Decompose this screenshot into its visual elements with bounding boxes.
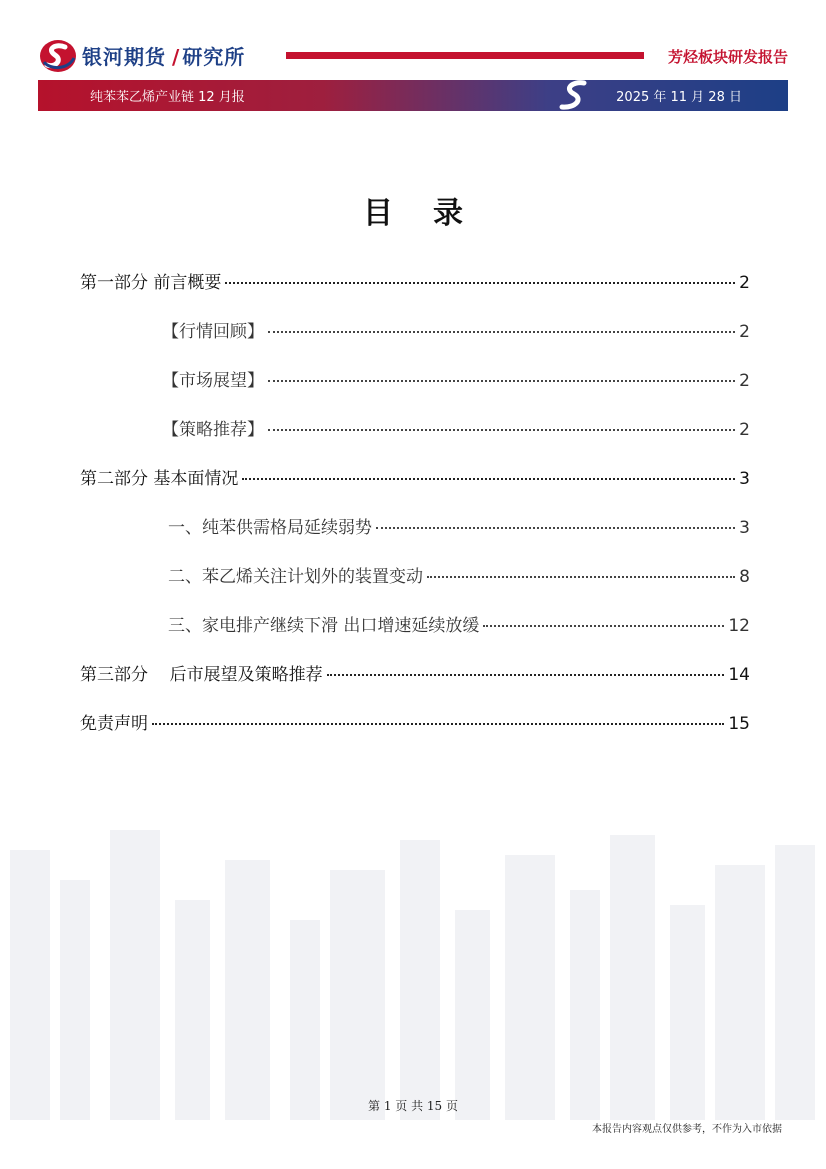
toc-entry-label: 【市场展望】 xyxy=(162,371,264,391)
toc-entry-page: 14 xyxy=(728,665,750,685)
brand-company: 银河期货 xyxy=(82,45,166,69)
toc-leader-dots xyxy=(242,478,735,480)
toc-entry-page: 2 xyxy=(739,420,750,440)
toc-leader-dots xyxy=(376,527,735,529)
toc-entry-part1[interactable] xyxy=(80,268,750,298)
toc-leader-dots xyxy=(427,576,735,578)
toc-leader-dots xyxy=(225,282,735,284)
toc-entry-page: 15 xyxy=(728,714,750,734)
toc-entry-page: 12 xyxy=(728,616,750,636)
toc-leader-dots xyxy=(268,429,735,431)
toc-entry-label: 第一部分 前言概要 xyxy=(80,273,222,293)
toc-entry-page: 3 xyxy=(739,518,750,538)
s-logo-mark-icon xyxy=(556,80,596,111)
toc-entry-page: 2 xyxy=(739,273,750,293)
toc-entry-label: 三、家电排产继续下滑 出口增速延续放缓 xyxy=(168,616,480,636)
toc-entry-strategy[interactable] xyxy=(162,415,750,445)
toc-entry-disclaimer[interactable] xyxy=(80,709,750,739)
toc-entry-page: 2 xyxy=(739,371,750,391)
toc-leader-dots xyxy=(152,723,724,725)
page-indicator: 第 1 页 共 15 页 xyxy=(368,1099,458,1113)
toc-leader-dots xyxy=(483,625,724,627)
company-logo-icon xyxy=(38,38,78,74)
brand-department: 研究所 xyxy=(182,45,246,69)
toc-entry-label: 一、纯苯供需格局延续弱势 xyxy=(168,518,372,538)
toc-entry-label: 第三部分 后市展望及策略推荐 xyxy=(80,665,323,685)
toc-leader-dots xyxy=(327,674,725,676)
report-title: 纯苯苯乙烯产业链 12 月报 xyxy=(90,90,245,105)
footer-disclaimer: 本报告内容观点仅供参考，不作为入市依据 xyxy=(592,1124,782,1135)
toc-entry-label: 【策略推荐】 xyxy=(162,420,264,440)
toc-entry-label: 免责声明 xyxy=(80,714,148,734)
skyline-watermark xyxy=(0,820,826,1120)
page-title: 目录 xyxy=(363,196,503,231)
header-band xyxy=(38,80,788,111)
report-type: 芳烃板块研发报告 xyxy=(667,48,788,66)
toc-entry-part2[interactable] xyxy=(80,464,750,494)
toc-entry-page: 2 xyxy=(739,322,750,342)
toc-entry-styrene[interactable] xyxy=(168,562,750,592)
toc-entry-label: 【行情回顾】 xyxy=(162,322,264,342)
toc-leader-dots xyxy=(268,380,735,382)
toc-entry-page: 8 xyxy=(739,567,750,587)
toc-entry-appliances[interactable] xyxy=(168,611,750,641)
toc-entry-part3[interactable] xyxy=(80,660,750,690)
toc-entry-label: 二、苯乙烯关注计划外的装置变动 xyxy=(168,567,423,587)
toc-leader-dots xyxy=(268,331,735,333)
report-date: 2025 年 11 月 28 日 xyxy=(616,90,742,105)
toc-entry-benzene[interactable] xyxy=(168,513,750,543)
header-divider xyxy=(286,52,644,59)
toc-entry-page: 3 xyxy=(739,469,750,489)
toc-entry-label: 第二部分 基本面情况 xyxy=(80,469,239,489)
toc-entry-market-review[interactable] xyxy=(162,317,750,347)
brand-slash: / xyxy=(172,45,181,69)
brand-name xyxy=(82,41,245,70)
toc-entry-market-outlook[interactable] xyxy=(162,366,750,396)
